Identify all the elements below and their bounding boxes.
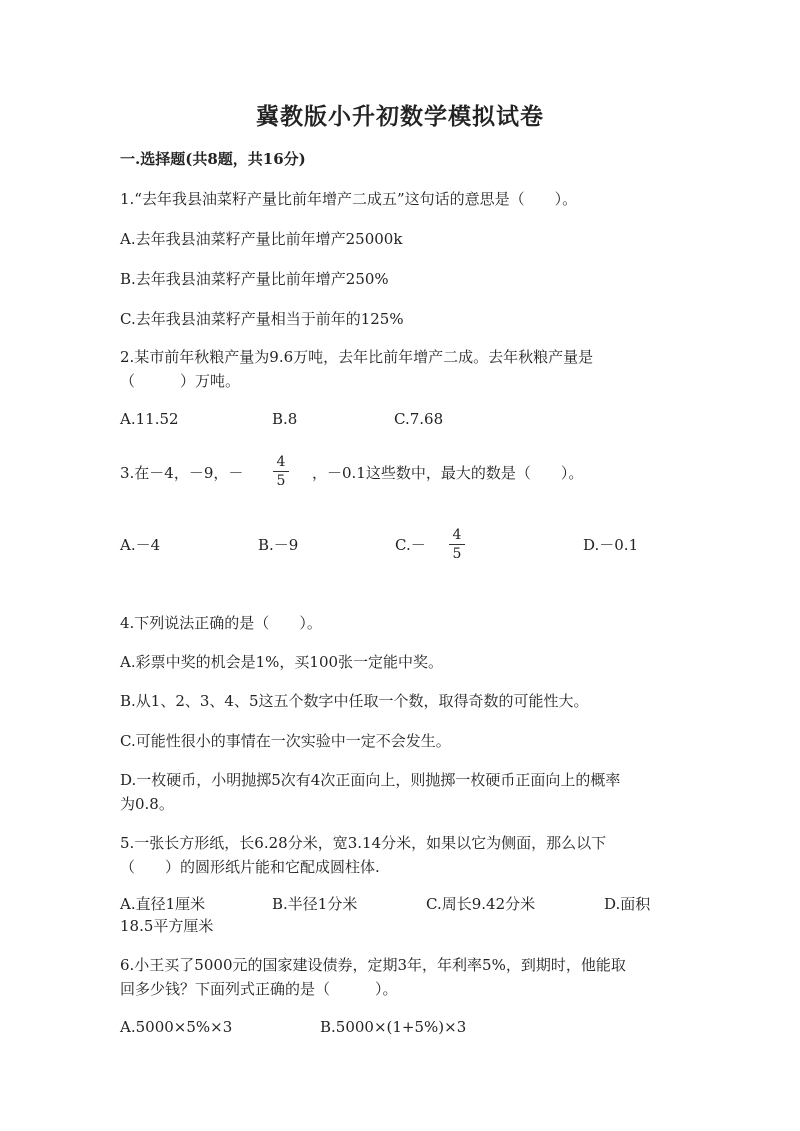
fraction-denominator: 5 (452, 546, 462, 562)
question-5-option-c: C.周长9.42分米 (426, 895, 536, 913)
question-3-fraction (273, 454, 289, 489)
question-4-option-b: B.从1、2、3、4、5这五个数字中任取一个数，取得奇数的可能性大。 (120, 692, 589, 710)
question-2-stem-line1: 2.某市前年秋粮产量为9.6万吨，去年比前年增产二成。去年秋粮产量是 (120, 348, 594, 366)
question-1-stem: 1.“去年我县油菜籽产量比前年增产二成五”这句话的意思是（ ）。 (120, 190, 578, 208)
fraction-bar (273, 471, 289, 472)
question-5-option-d: D.面积 (604, 895, 651, 913)
question-5-stem-line1: 5.一张长方形纸，长6.28分米，宽3.14分米，如果以它为侧面，那么以下 (120, 834, 607, 852)
question-5-option-b: B.半径1分米 (272, 895, 358, 913)
question-6-option-a: A.5000×5%×3 (120, 1018, 233, 1036)
fraction-numerator: 4 (276, 454, 286, 470)
question-6-stem-line2: 回多少钱？下面列式正确的是（ ）。 (120, 980, 398, 998)
question-1-option-b: B.去年我县油菜籽产量比前年增产250% (120, 270, 389, 288)
question-5-stem-line2: （ ）的圆形纸片能和它配成圆柱体. (120, 858, 380, 876)
question-5-option-a: A.直径1厘米 (120, 895, 206, 913)
question-6-option-b: B.5000×(1+5%)×3 (320, 1018, 467, 1036)
question-4-option-a: A.彩票中奖的机会是1%，买100张一定能中奖。 (120, 653, 444, 671)
question-4-option-d-line2: 为0.8。 (120, 795, 174, 813)
fraction-denominator: 5 (276, 473, 286, 489)
question-4-option-c: C.可能性很小的事情在一次实验中一定不会发生。 (120, 732, 451, 750)
question-3-option-c: C.－ (395, 536, 426, 554)
question-2-stem-line2: （ ）万吨。 (120, 372, 241, 390)
question-4-stem: 4.下列说法正确的是（ ）。 (120, 614, 322, 632)
section-heading: 一.选择题(共8题，共16分) (120, 150, 306, 168)
question-3-stem-start: 3.在－4，－9，－ (120, 464, 244, 482)
question-2-option-b: B.8 (272, 410, 298, 428)
fraction-numerator: 4 (452, 527, 462, 543)
question-3-option-b: B.－9 (258, 536, 299, 554)
fraction-bar (449, 544, 465, 545)
question-4-option-d-line1: D.一枚硬币，小明抛掷5次有4次正面向上，则抛掷一枚硬币正面向上的概率 (120, 771, 621, 789)
question-6-stem-line1: 6.小王买了5000元的国家建设债券，定期3年，年利率5%，到期时，他能取 (120, 956, 626, 974)
question-3-option-c-fraction (449, 527, 465, 562)
question-1-option-c: C.去年我县油菜籽产量相当于前年的125% (120, 310, 404, 328)
question-5-option-d-line2: 18.5平方厘米 (120, 917, 214, 935)
question-1-option-a: A.去年我县油菜籽产量比前年增产25000k (120, 230, 403, 248)
page-title: 冀教版小升初数学模拟试卷 (256, 103, 544, 130)
question-2-option-a: A.11.52 (120, 410, 179, 428)
question-2-option-c: C.7.68 (394, 410, 444, 428)
question-3-option-a: A.－4 (120, 536, 161, 554)
question-3-stem-end: ，－0.1这些数中，最大的数是（ ）。 (312, 464, 584, 482)
question-3-option-d: D.－0.1 (583, 536, 639, 554)
